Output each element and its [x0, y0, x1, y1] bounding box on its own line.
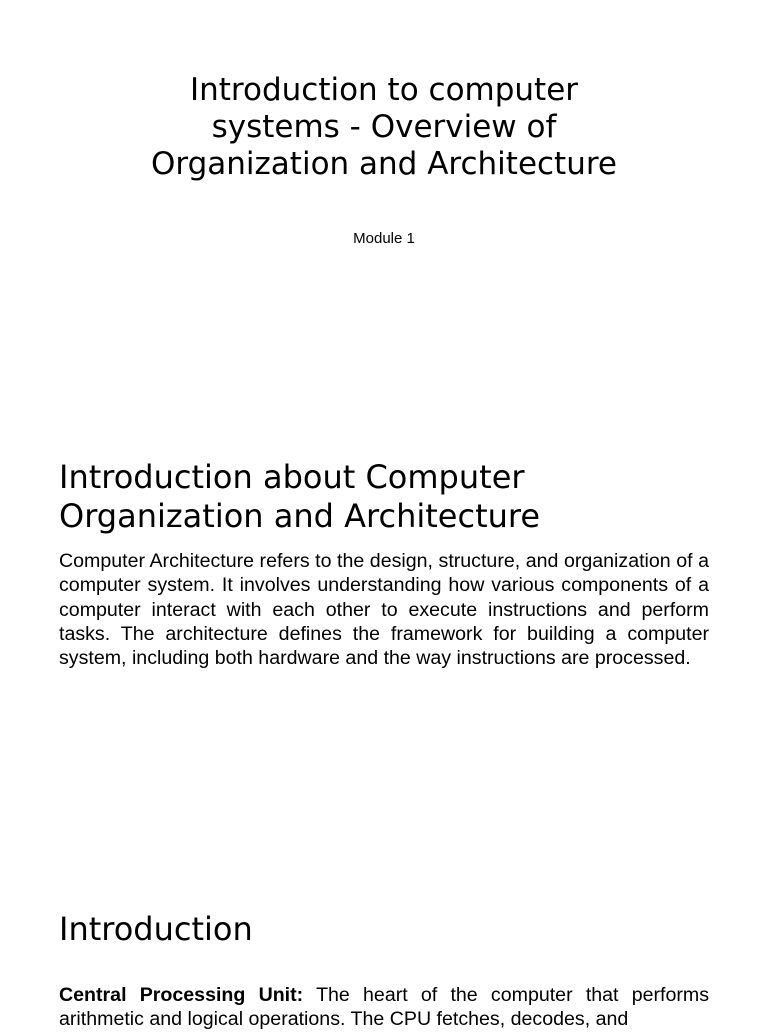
cpu-term: Central Processing Unit:	[59, 984, 304, 1006]
slide-subtitle: Module 1	[353, 230, 415, 247]
architecture-paragraph: Computer Architecture refers to the design, structure, and organization of a computer system. It involves understanding how various components of a computer interact with each other to execute instructions and perform tasks. The architecture defines the framework for building a computer system, including both hardware and the way instructions are processed.	[59, 550, 709, 670]
cpu-paragraph	[59, 983, 709, 1032]
slide-title: Introduction to computer systems - Overview of Organization and Architecture	[151, 72, 617, 182]
cpu-description: The heart of the computer that performs arithmetic and logical operations. The CPU fetches, decodes, and	[59, 984, 710, 1031]
section-heading-introduction: Introduction	[59, 910, 253, 948]
section-heading-organization-architecture: Introduction about Computer Organization and Architecture	[59, 458, 541, 535]
